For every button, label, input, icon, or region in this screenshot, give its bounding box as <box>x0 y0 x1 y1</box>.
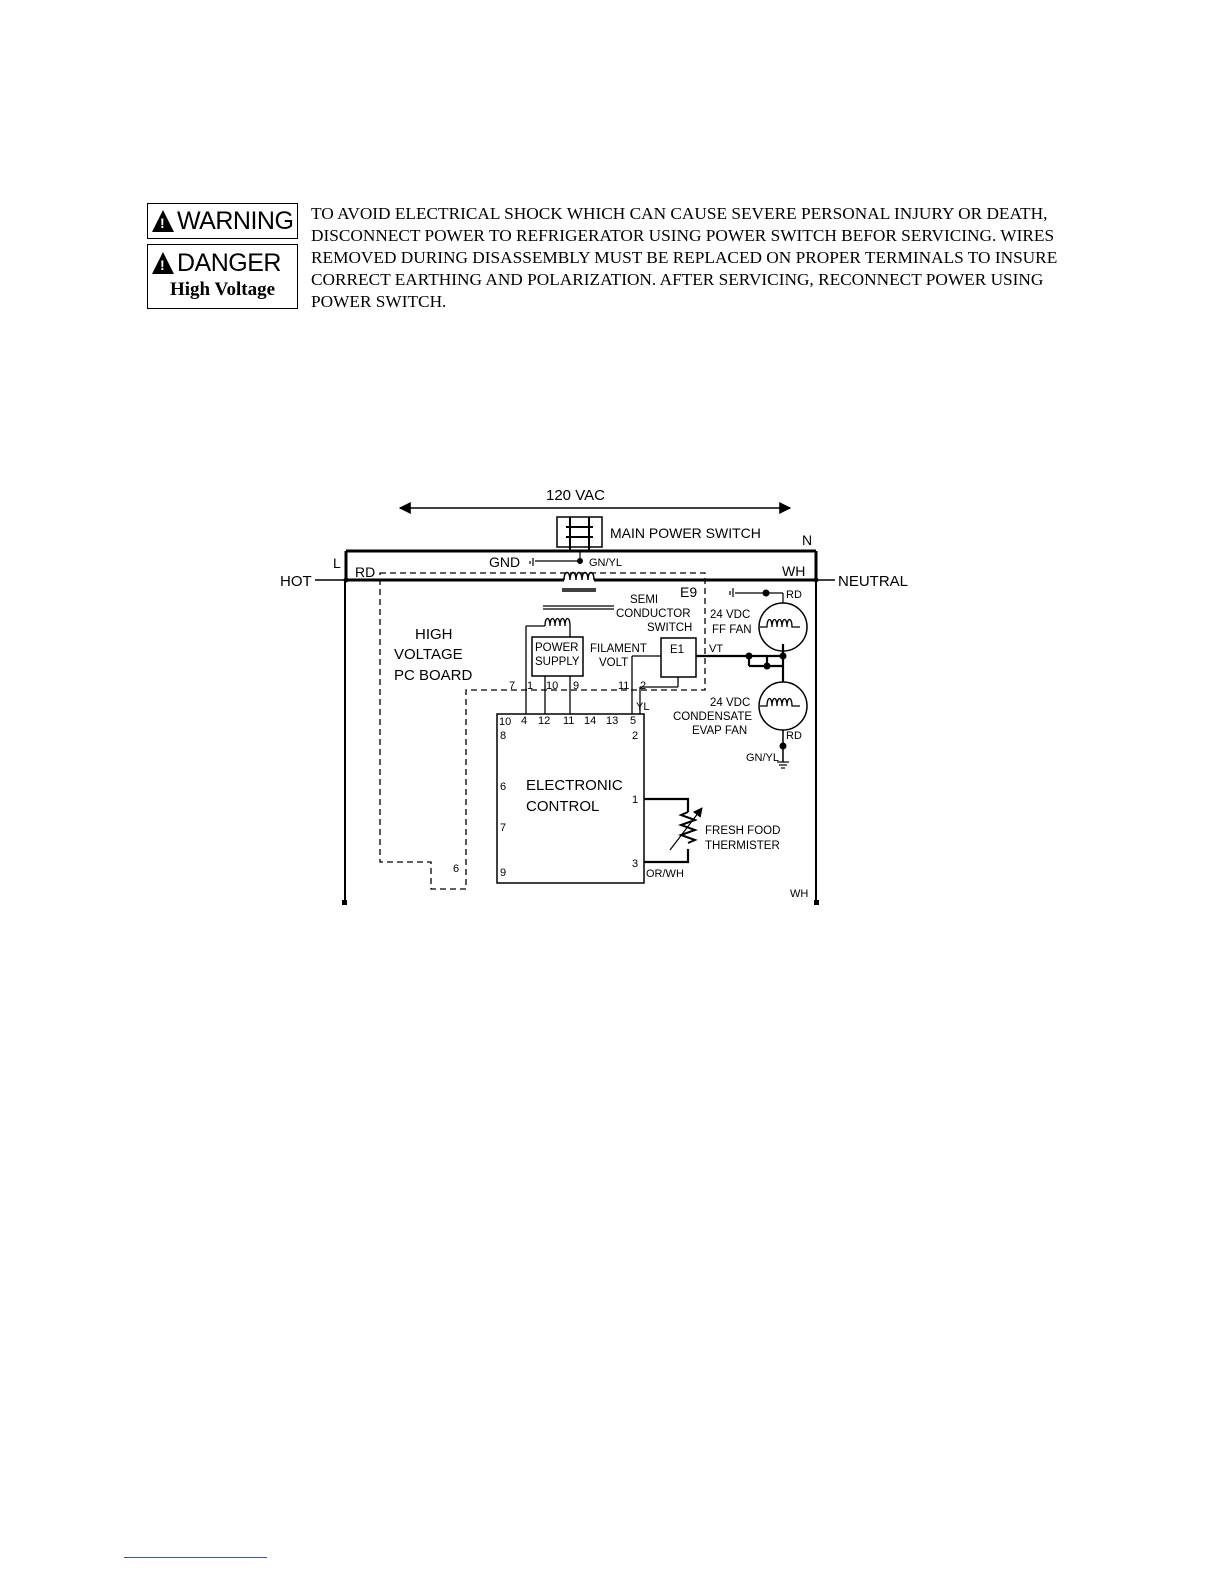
voltage-label: 120 VAC <box>546 487 605 504</box>
semi-label-2: CONDUCTOR <box>616 608 691 620</box>
warning-line-4: CORRECT EARTHING AND POLARIZATION. AFTER SERVICING, RECONNECT POWER USING <box>311 270 1044 289</box>
control-left-pins <box>500 730 506 879</box>
warning-line-5: POWER SWITCH. <box>311 292 447 311</box>
evap-fan-label-2: CONDENSATE <box>673 711 753 723</box>
warning-label: WARNING <box>177 206 294 235</box>
e9-label: E9 <box>680 584 698 600</box>
board-pin-labels <box>509 680 646 692</box>
board-pin: 9 <box>573 680 580 692</box>
electronic-control-label-2: CONTROL <box>526 798 600 815</box>
board-pin: 10 <box>546 680 559 692</box>
high-voltage-label: High Voltage <box>169 279 276 300</box>
thermistor-arrow <box>670 808 702 850</box>
pc-board-boundary <box>380 573 705 889</box>
control-pin: 4 <box>521 715 528 727</box>
e1-label: E1 <box>670 644 685 656</box>
ff-fan-rd-label: RD <box>786 589 802 601</box>
wh-bottom-label: WH <box>790 888 809 900</box>
vt-label: VT <box>709 643 724 655</box>
thermistor-icon <box>681 812 695 843</box>
control-top-pins <box>499 715 636 728</box>
control-pin: 11 <box>563 715 575 727</box>
evap-fan-label-3: EVAP FAN <box>692 725 748 737</box>
control-pin: 6 <box>500 781 507 793</box>
warning-line-1: TO AVOID ELECTRICAL SHOCK WHICH CAN CAUSE SEVERE PERSONAL INJURY OR DEATH, <box>311 204 1048 223</box>
neutral-label: NEUTRAL <box>838 573 909 590</box>
yl-label: YL <box>636 701 650 713</box>
pc-board-label-2: VOLTAGE <box>394 646 463 663</box>
control-pin: 3 <box>632 858 639 870</box>
ff-fan-label-1: 24 VDC <box>710 609 751 621</box>
filament-label-2: VOLT <box>599 657 629 669</box>
electronic-control-label-1: ELECTRONIC <box>526 777 623 794</box>
gnd-junction <box>577 558 583 564</box>
control-pin: 14 <box>584 715 597 727</box>
evap-fan-junction <box>780 743 787 750</box>
evap-fan-rd-label: RD <box>786 730 802 742</box>
evap-fan-gnyl-label: GN/YL <box>746 752 780 764</box>
thermistor-label-1: FRESH FOOD <box>705 825 781 837</box>
control-pin: 2 <box>632 730 639 742</box>
gnd-symbol <box>530 551 580 566</box>
control-pin: 12 <box>538 715 551 727</box>
power-supply-label-2: SUPPLY <box>535 656 580 668</box>
ff-fan-label-2: FF FAN <box>712 624 752 636</box>
board-pin: 11 <box>618 680 630 692</box>
evap-fan-coil <box>760 699 800 707</box>
neutral-junction <box>814 578 819 583</box>
wh-label: WH <box>782 563 806 579</box>
board-pin: 7 <box>509 680 516 692</box>
control-pin: 1 <box>632 794 639 806</box>
filament-label-1: FILAMENT <box>590 643 647 655</box>
pc-board-label-3: PC BOARD <box>394 667 473 684</box>
l-label: L <box>333 555 341 571</box>
power-supply-label-1: POWER <box>535 642 579 654</box>
warning-line-3: REMOVED DURING DISASSEMBLY MUST BE REPLACED ON PROPER TERMINALS TO INSURE <box>311 248 1058 267</box>
footer-rule <box>124 1557 267 1558</box>
main-switch-box <box>557 517 602 547</box>
rd-label: RD <box>355 564 376 580</box>
control-right-pins <box>632 730 638 870</box>
semiconductor-switch-coil <box>562 573 596 592</box>
main-switch-label: MAIN POWER SWITCH <box>610 525 761 541</box>
ff-fan-junction <box>763 590 770 597</box>
hot-junction <box>344 578 349 583</box>
control-pin: 13 <box>606 715 619 727</box>
control-pin: 8 <box>500 730 507 742</box>
control-pin: 9 <box>500 867 507 879</box>
danger-label: DANGER <box>177 248 281 277</box>
ff-fan-ground <box>730 588 783 603</box>
semi-label-1: SEMI <box>630 594 659 606</box>
ff-fan-coil <box>760 620 800 628</box>
control-pin: 7 <box>500 822 507 834</box>
pin6-label: 6 <box>453 863 460 875</box>
thermistor-wiring <box>644 799 688 862</box>
right-terminal <box>814 900 819 905</box>
evap-fan-label-1: 24 VDC <box>710 697 751 709</box>
gnd-label: GND <box>489 554 521 570</box>
control-pin: 5 <box>630 715 637 727</box>
board-pin: 2 <box>640 680 647 692</box>
left-terminal <box>342 900 347 905</box>
control-pin: 10 <box>499 716 512 728</box>
pc-board-label-1: HIGH <box>415 626 453 643</box>
semi-label-3: SWITCH <box>647 622 693 634</box>
warning-line-2: DISCONNECT POWER TO REFRIGERATOR USING POWER SWITCH BEFOR SERVICING. WIRES <box>311 226 1055 245</box>
hot-label: HOT <box>280 573 312 590</box>
or-wh-label: OR/WH <box>646 868 684 880</box>
n-label: N <box>802 532 813 548</box>
thermistor-label-2: THERMISTER <box>705 840 780 852</box>
gn-yl-label: GN/YL <box>589 557 623 569</box>
board-pin: 1 <box>527 680 534 692</box>
